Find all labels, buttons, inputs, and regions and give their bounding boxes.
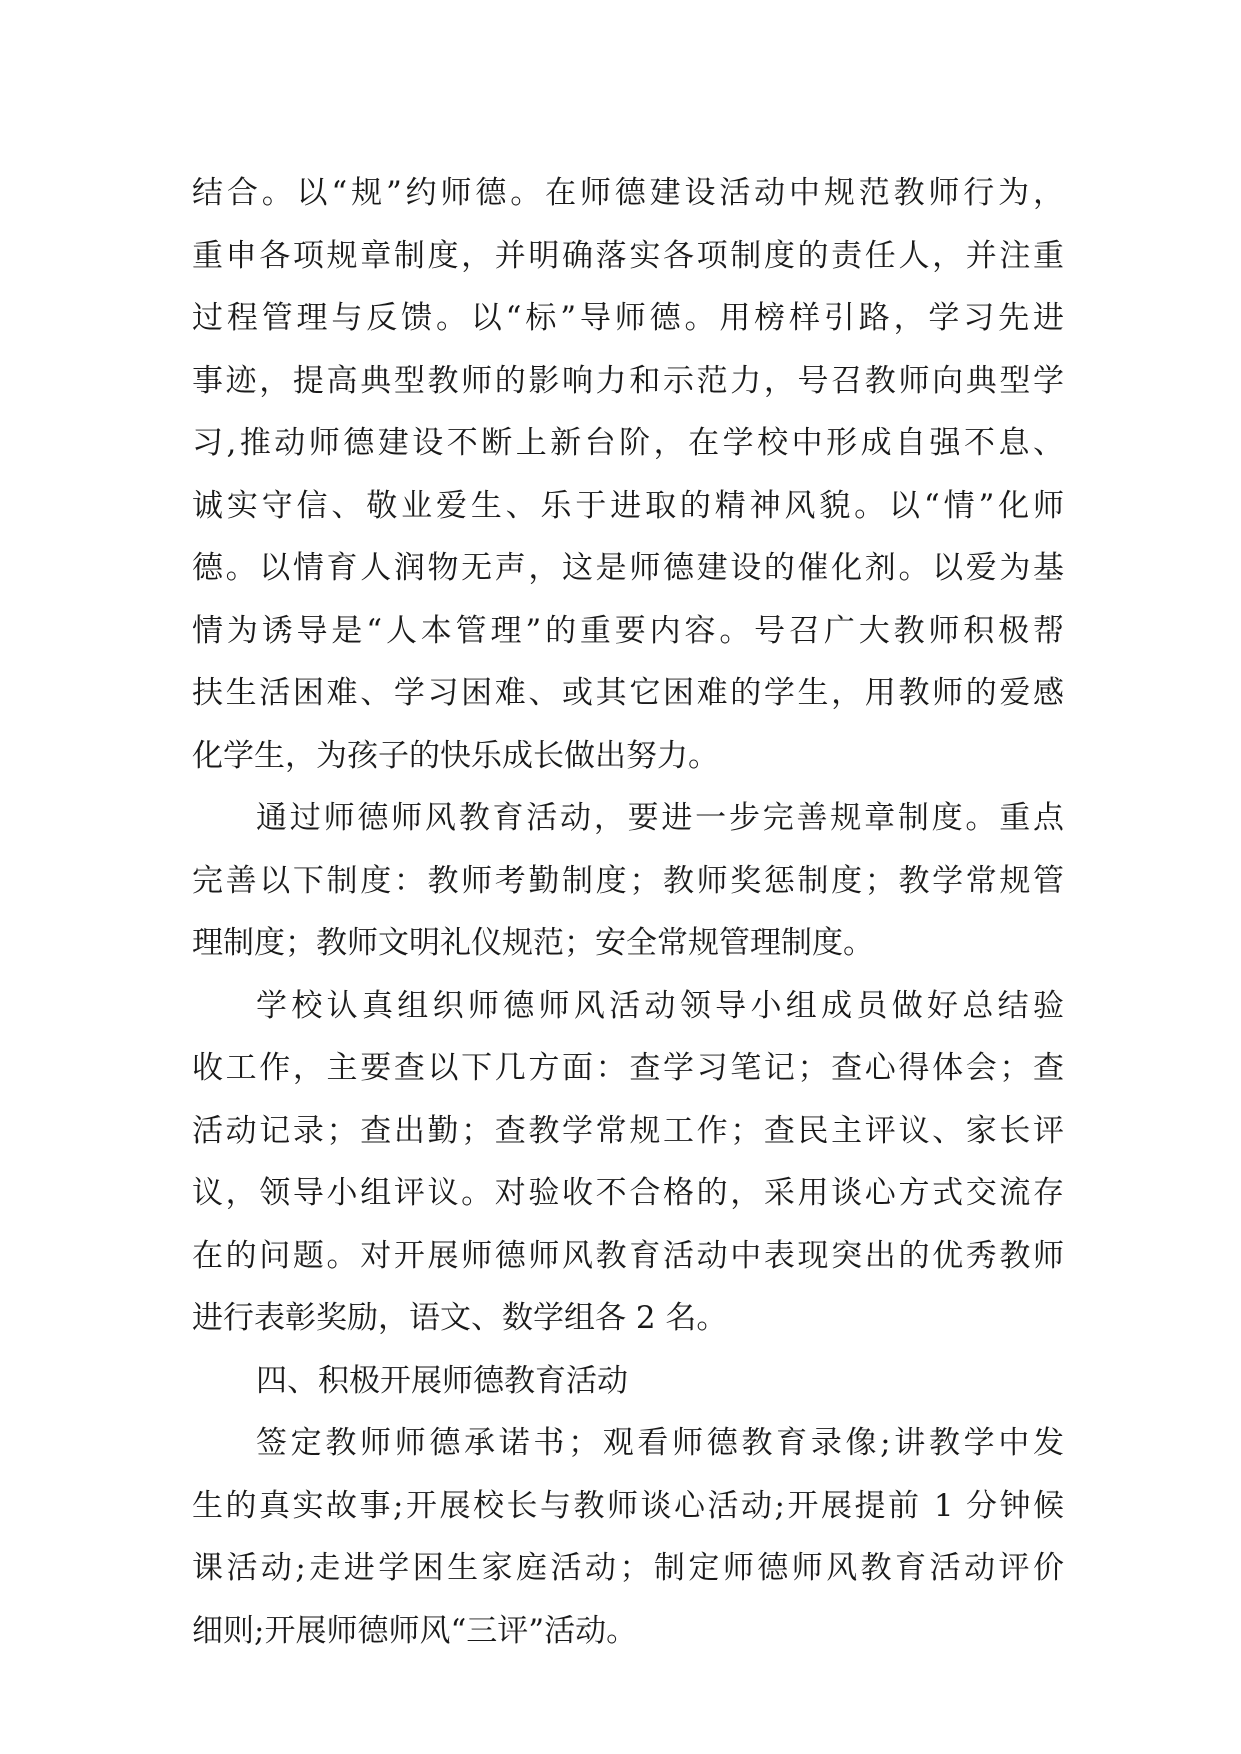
text-line: 情为诱导是“人本管理”的重要内容。号召广大教师积极帮 — [192, 612, 1064, 649]
text-line: 结合。以“规”约师德。在师德建设活动中规范教师行为， — [192, 175, 1064, 211]
text-line: 德。以情育人润物无声，这是师德建设的催化剂。以爱为基 — [192, 550, 1064, 586]
text-line: 活动记录；查出勤；查教学常规工作；查民主评议、家长评 — [192, 1112, 1064, 1149]
text-line: 事迹，提高典型教师的影响力和示范力，号召教师向典型学 — [192, 362, 1064, 399]
text-line: 细则;开展师德师风“三评”活动。 — [192, 1612, 638, 1649]
text-line: 扶生活困难、学习困难、或其它困难的学生，用教师的爱感 — [192, 675, 1064, 711]
text-line: 完善以下制度：教师考勤制度；教师奖惩制度；教学常规管 — [192, 862, 1064, 899]
section-heading: 四、积极开展师德教育活动 — [256, 1362, 628, 1399]
paragraph-first-line: 学校认真组织师德师风活动领导小组成员做好总结验 — [256, 987, 1064, 1024]
text-line: 诚实守信、敬业爱生、乐于进取的精神风貌。以“情”化师 — [192, 487, 1064, 524]
text-line: 重申各项规章制度，并明确落实各项制度的责任人，并注重 — [192, 237, 1064, 274]
paragraph-first-line: 签定教师师德承诺书；观看师德教育录像;讲教学中发 — [256, 1425, 1064, 1461]
text-line: 习,推动师德建设不断上新台阶，在学校中形成自强不息、 — [192, 425, 1064, 461]
text-line: 化学生，为孩子的快乐成长做出努力。 — [192, 737, 719, 774]
text-line: 进行表彰奖励，语文、数学组各 2 名。 — [192, 1300, 728, 1336]
paragraph-first-line: 通过师德师风教育活动，要进一步完善规章制度。重点 — [256, 800, 1064, 836]
text-line: 议，领导小组评议。对验收不合格的，采用谈心方式交流存 — [192, 1175, 1064, 1211]
document-body — [192, 162, 1064, 1662]
text-line: 生的真实故事;开展校长与教师谈心活动;开展提前 1 分钟候 — [192, 1487, 1064, 1524]
text-line: 收工作，主要查以下几方面：查学习笔记；查心得体会；查 — [192, 1050, 1064, 1086]
text-line: 过程管理与反馈。以“标”导师德。用榜样引路，学习先进 — [192, 300, 1064, 336]
text-line: 理制度；教师文明礼仪规范；安全常规管理制度。 — [192, 925, 874, 961]
text-line: 课活动;走进学困生家庭活动；制定师德师风教育活动评价 — [192, 1550, 1064, 1586]
text-line: 在的问题。对开展师德师风教育活动中表现突出的优秀教师 — [192, 1237, 1064, 1274]
